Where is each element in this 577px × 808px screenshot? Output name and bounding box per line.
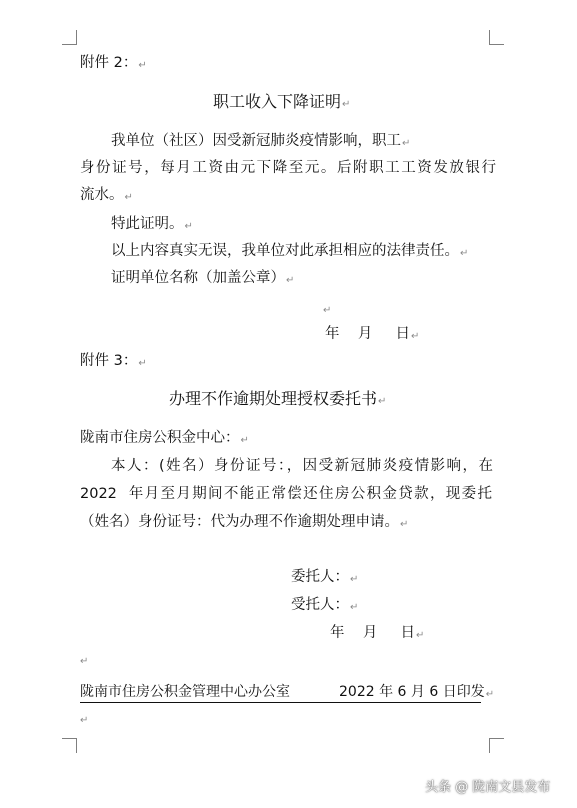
crop-mark-top-right: [489, 30, 504, 45]
crop-mark-bottom-left: [62, 738, 77, 753]
agent-signature: 受托人：↵: [291, 597, 359, 613]
authorization-title: 办理不作逾期处理授权委托书↵: [169, 389, 387, 408]
issuing-unit-name: 证明单位名称（加盖公章）↵: [111, 270, 295, 286]
attachment-2-label: 附件 2：↵: [80, 55, 147, 71]
source-watermark: 头条 @ 陇南文县发布: [425, 780, 551, 795]
certificate-paragraph-line-2: 身份证号，每月工资由元下降至元。后附职工工资发放银行: [80, 160, 496, 176]
certificate-paragraph-line-3: 流水。↵: [80, 187, 133, 203]
certify-statement: 特此证明。↵: [111, 216, 193, 232]
empty-paragraph-mark: ↵: [323, 305, 332, 316]
issuance-footer: [80, 682, 495, 703]
footer-organization: 陇南市住房公积金管理中心办公室: [80, 684, 290, 700]
certificate-paragraph-line-1: 我单位（社区）因受新冠肺炎疫情影响，职工↵: [111, 133, 411, 149]
attachment-3-label: 附件 3：↵: [80, 353, 147, 369]
principal-signature: 委托人：↵: [291, 569, 359, 585]
authorization-paragraph-line-3: （姓名）身份证号：代为办理不作逾期处理申请。↵: [80, 514, 409, 530]
addressee: 陇南市住房公积金中心：↵: [80, 430, 249, 446]
crop-mark-top-left: [62, 30, 77, 45]
liability-statement: 以上内容真实无误，我单位对此承担相应的法律责任。↵: [111, 243, 469, 259]
authorization-date-line: 年 月 日↵: [330, 625, 425, 641]
certificate-date-line: 年 月 日↵: [325, 326, 420, 342]
crop-mark-bottom-right: [489, 738, 504, 753]
empty-paragraph-mark: ↵: [80, 656, 89, 667]
empty-paragraph-mark: ↵: [80, 715, 89, 726]
authorization-paragraph-line-1: 本人：(姓名）身份证号：，因受新冠肺炎疫情影响，在: [111, 458, 493, 474]
footer-issue-date: 2022 年 6 月 6 日印发↵: [339, 684, 495, 700]
certificate-title: 职工收入下降证明↵: [213, 92, 351, 111]
authorization-paragraph-line-2: 2022 年月至月期间不能正常偿还住房公积金贷款，现委托: [80, 486, 492, 502]
